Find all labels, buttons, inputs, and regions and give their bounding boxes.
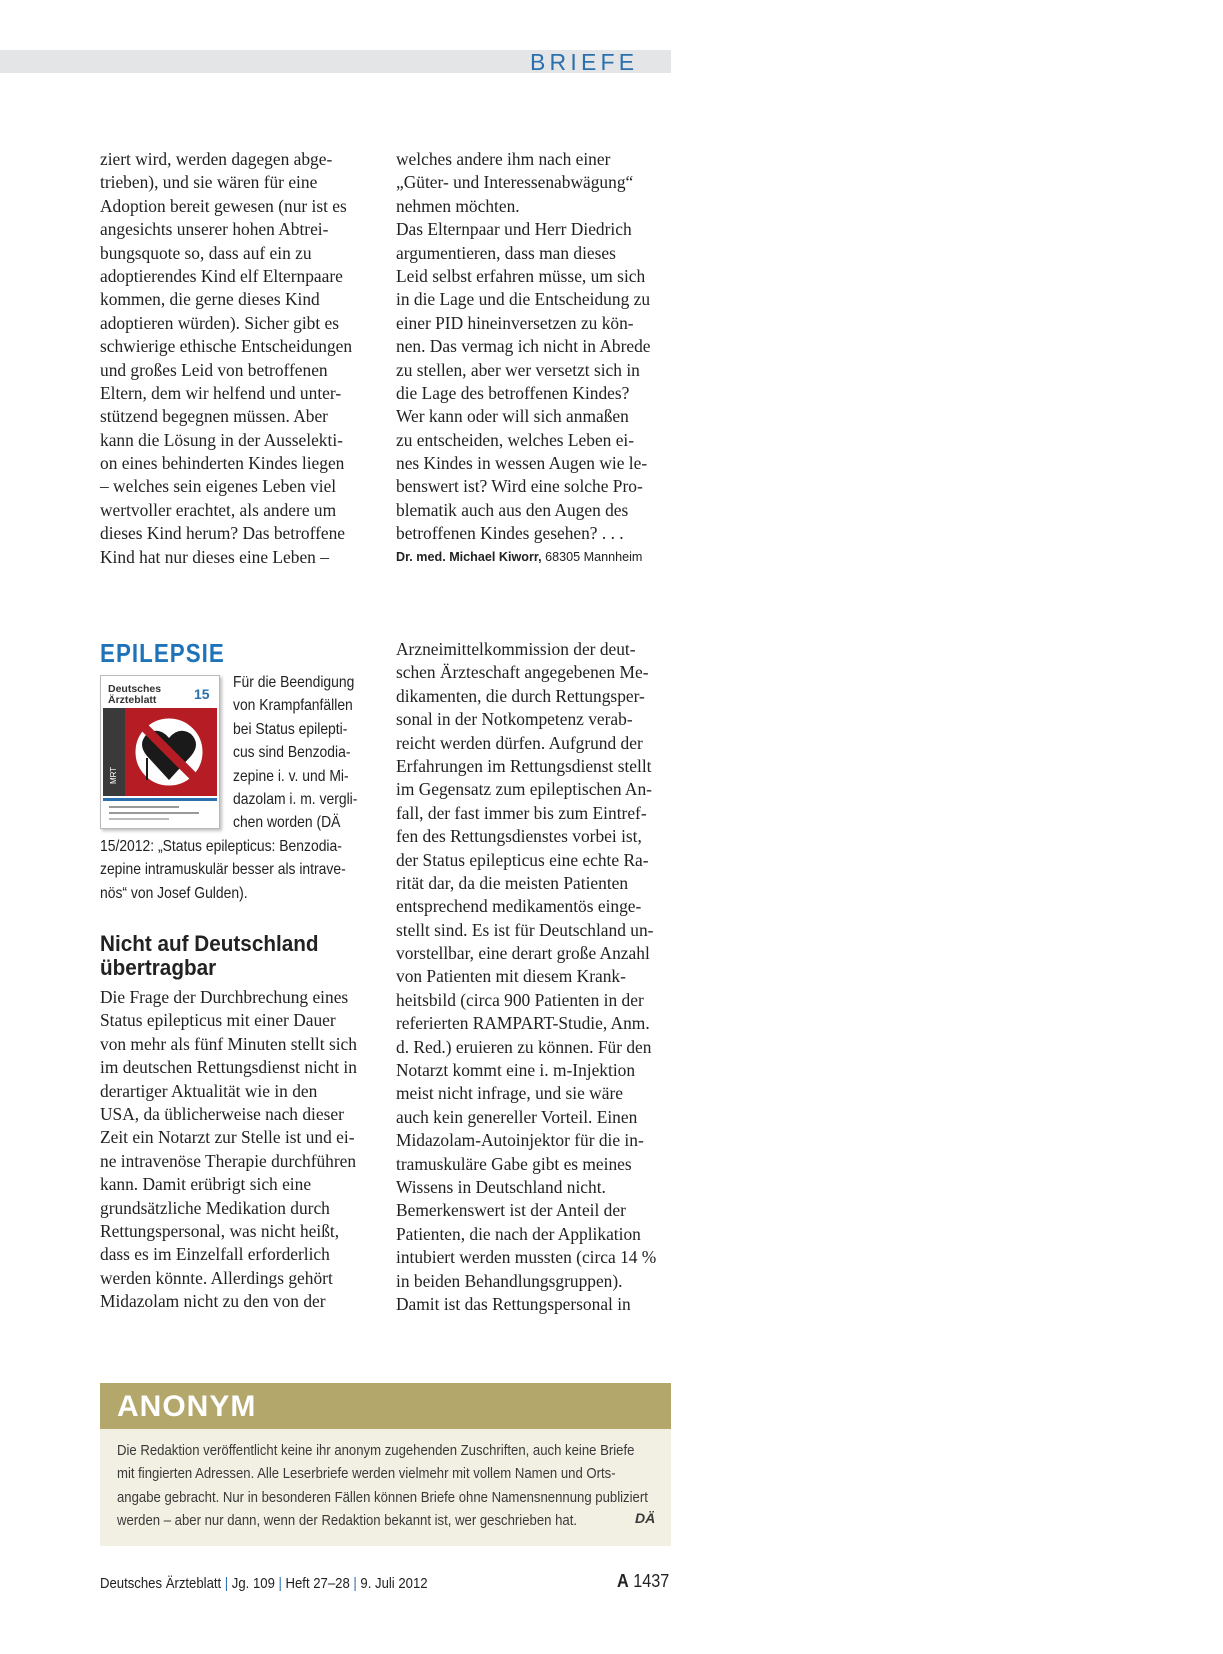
- text-line: einer PID hineinversetzen zu kön-: [396, 312, 634, 333]
- text-line: von mehr als fünf Minuten stellt sich: [100, 1033, 357, 1054]
- text-line: Eltern, dem wir helfend und unter-: [100, 382, 342, 403]
- text-line: Status epilepticus mit einer Dauer: [100, 1010, 336, 1031]
- anonym-title: ANONYM: [117, 1390, 257, 1423]
- text-line: ziert wird, werden dagegen abge-: [100, 149, 333, 169]
- intro-line: Für die Beendigung: [233, 674, 355, 691]
- text-line: tramuskuläre Gabe gibt es meines: [396, 1153, 632, 1174]
- text-line: Arzneimittelkommission der deut-: [396, 639, 636, 659]
- anonym-text: [117, 1440, 648, 1533]
- intro-line: nös“ von Josef Gulden).: [100, 884, 248, 902]
- text-line: schen Ärzteschaft angegebenen Me-: [396, 662, 649, 683]
- text-line: ne intravenöse Therapie durchführen: [100, 1150, 357, 1171]
- text-line: und großes Leid von betroffenen: [100, 359, 328, 380]
- text-line: nehmen möchten.: [396, 195, 520, 216]
- text-line: schwierige ethische Entscheidungen: [100, 336, 353, 357]
- text-line: Wer kann oder will sich anmaßen: [396, 406, 629, 427]
- text-line: Wissens in Deutschland nicht.: [396, 1176, 606, 1197]
- text-line: d. Red.) eruieren zu können. Für den: [396, 1036, 652, 1057]
- intro-line: chen worden (DÄ: [233, 814, 341, 832]
- intro-line: zepine intramuskulär besser als intrave-: [100, 861, 346, 879]
- intro-line: zepine i. v. und Mi-: [233, 767, 349, 785]
- text-line: stützend begegnen müssen. Aber: [100, 406, 328, 427]
- cover-side-label: MRT: [109, 766, 118, 784]
- epilepsie-intro-wrapped: [233, 671, 357, 835]
- anonym-sign: DÄ: [635, 1510, 656, 1526]
- text-line: entsprechend medikamentös einge-: [396, 896, 642, 917]
- text-line: Midazolam-Autoinjektor für die in-: [396, 1130, 644, 1151]
- text-line: dass es im Einzelfall erforderlich: [100, 1244, 330, 1265]
- anonym-line: angabe gebracht. Nur in besonderen Fällen können Briefe ohne Namensnennung publiziert: [117, 1489, 648, 1506]
- letter1-signature: [396, 549, 642, 565]
- text-line: USA, da üblicherweise nach dieser: [100, 1103, 344, 1124]
- text-line: heitsbild (circa 900 Patienten in der: [396, 989, 644, 1010]
- article-subheading: [100, 932, 319, 980]
- signature-name: Dr. med. Michael Kiworr,: [396, 550, 542, 564]
- text-line: benswert ist? Wird eine solche Pro-: [396, 476, 643, 497]
- text-line: Notarzt kommt eine i. m-Injektion: [396, 1060, 636, 1081]
- text-line: Erfahrungen im Rettungsdienst stellt: [396, 755, 652, 776]
- text-line: bungsquote so, dass auf ein zu: [100, 242, 312, 263]
- intro-line: 15/2012: „Status epilepticus: Benzodia-: [100, 838, 342, 855]
- text-line: in die Lage und die Entscheidung zu: [396, 289, 651, 310]
- text-line: intubiert werden mussten (circa 14 %: [396, 1247, 657, 1268]
- page-prefix: A: [617, 1571, 629, 1591]
- epilepsie-intro-full: [100, 835, 346, 905]
- text-line: dieses Kind herum? Das betroffene: [100, 523, 345, 544]
- page-footer: Deutsches Ärzteblatt | Jg. 109 | Heft 27–28 | 9. Juli 2012: [100, 1576, 428, 1592]
- text-line: Adoption bereit gewesen (nur ist es: [100, 195, 347, 216]
- intro-line: cus sind Benzodia-: [233, 744, 351, 762]
- text-line: angesichts unserer hohen Abtrei-: [100, 219, 329, 240]
- text-line: nen. Das vermag ich nicht in Abrede: [396, 336, 651, 357]
- text-line: argumentieren, dass man dieses: [396, 242, 616, 263]
- text-line: – welches sein eigenes Leben viel: [100, 476, 337, 497]
- journal-cover-thumbnail: [100, 675, 220, 829]
- intro-line: von Krampfanfällen: [233, 697, 353, 715]
- text-line: kann die Lösung in der Ausselekti-: [100, 429, 343, 450]
- text-line: der Status epilepticus eine echte Ra-: [396, 849, 649, 870]
- intro-line: bei Status epilepti-: [233, 720, 348, 738]
- subheading-line: übertragbar: [100, 955, 217, 980]
- cover-issue-number: 15: [194, 686, 210, 702]
- section-title: BRIEFE: [530, 49, 639, 75]
- text-line: sonal in der Notkompetenz verab-: [396, 709, 633, 730]
- epilepsie-column-left: [100, 986, 380, 1313]
- text-line: Midazolam nicht zu den von der: [100, 1291, 326, 1312]
- text-line: in beiden Behandlungsgruppen).: [396, 1270, 623, 1291]
- text-line: Bemerkenswert ist der Anteil der: [396, 1200, 626, 1221]
- text-line: Patienten, die nach der Applikation: [396, 1223, 641, 1244]
- text-line: fen des Rettungsdienstes vorbei ist,: [396, 826, 642, 847]
- text-line: im deutschen Rettungsdienst nicht in: [100, 1057, 357, 1078]
- text-line: meist nicht infrage, und sie wäre: [396, 1083, 623, 1104]
- text-line: trieben), und sie wären für eine: [100, 172, 318, 193]
- text-line: Rettungspersonal, was nicht heißt,: [100, 1220, 340, 1241]
- text-line: Leid selbst erfahren müsse, um sich: [396, 265, 646, 286]
- text-line: auch kein genereller Vorteil. Einen: [396, 1106, 638, 1127]
- text-line: die Lage des betroffenen Kindes?: [396, 382, 630, 403]
- text-line: Die Frage der Durchbrechung eines: [100, 987, 349, 1007]
- text-line: von Patienten mit diesem Krank-: [396, 966, 626, 987]
- page-number: [617, 1569, 669, 1593]
- text-line: kann. Damit erübrigt sich eine: [100, 1174, 312, 1195]
- text-line: blematik auch aus den Augen des: [396, 499, 629, 520]
- signature-place: 68305 Mannheim: [541, 550, 643, 564]
- text-line: on eines behinderten Kindes liegen: [100, 453, 345, 474]
- footer-journal: Deutsches Ärzteblatt: [100, 1576, 222, 1592]
- text-line: nes Kindes in wessen Augen wie le-: [396, 453, 648, 474]
- epilepsie-heading: EPILEPSIE: [100, 638, 225, 668]
- footer-volume: Jg. 109: [231, 1576, 275, 1592]
- letter1-column-left: [100, 148, 380, 569]
- text-line: zu stellen, aber wer versetzt sich in: [396, 359, 640, 380]
- text-line: adoptieren würden). Sicher gibt es: [100, 312, 340, 333]
- anonym-line: mit fingierten Adressen. Alle Leserbriefe werden vielmehr mit vollem Namen und Orts-: [117, 1466, 616, 1483]
- text-line: wertvoller erachtet, als andere um: [100, 499, 337, 520]
- text-line: Kind hat nur dieses eine Leben –: [100, 546, 329, 567]
- text-line: fall, der fast immer bis zum Eintref-: [396, 802, 647, 823]
- footer-date: 9. Juli 2012: [360, 1576, 428, 1592]
- letter1-column-right: [396, 148, 681, 546]
- text-line: kommen, die gerne dieses Kind: [100, 289, 320, 310]
- text-line: zu entscheiden, welches Leben ei-: [396, 429, 635, 450]
- journal-cover-image: [101, 676, 219, 828]
- text-line: im Gegensatz zum epileptischen An-: [396, 779, 652, 800]
- text-line: werden könnte. Allerdings gehört: [100, 1267, 333, 1288]
- text-line: adoptierendes Kind elf Elternpaare: [100, 265, 343, 286]
- intro-line: dazolam i. m. vergli-: [233, 790, 358, 808]
- text-line: stellt sind. Es ist für Deutschland un-: [396, 919, 654, 940]
- footer-issue: Heft 27–28: [285, 1576, 350, 1592]
- subheading-line: Nicht auf Deutschland: [100, 931, 319, 956]
- text-line: „Güter- und Interessenabwägung“: [396, 172, 634, 193]
- text-line: welches andere ihm nach einer: [396, 149, 611, 169]
- text-line: reicht werden dürfen. Aufgrund der: [396, 732, 643, 753]
- cover-masthead-line2: Ärzteblatt: [108, 694, 157, 706]
- text-line: vorstellbar, eine derart große Anzahl: [396, 943, 650, 964]
- text-line: grundsätzliche Medikation durch: [100, 1197, 330, 1218]
- cover-masthead-line1: Deutsches: [108, 683, 162, 695]
- anonym-line: Die Redaktion veröffentlicht keine ihr anonym zugehenden Zuschriften, auch keine Briefe: [117, 1443, 635, 1459]
- page-number-value: 1437: [633, 1571, 670, 1591]
- text-line: rität dar, da die meisten Patienten: [396, 872, 629, 893]
- text-line: Zeit ein Notarzt zur Stelle ist und ei-: [100, 1127, 355, 1148]
- text-line: derartiger Aktualität wie in den: [100, 1080, 318, 1101]
- text-line: betroffenen Kindes gesehen? . . .: [396, 523, 624, 544]
- epilepsie-column-right: [396, 638, 681, 1316]
- text-line: Damit ist das Rettungspersonal in: [396, 1293, 631, 1314]
- text-line: dikamenten, die durch Rettungsper-: [396, 685, 645, 706]
- anonym-line: werden – aber nur dann, wenn der Redaktion bekannt ist, wer geschrieben hat.: [117, 1512, 577, 1529]
- text-line: referierten RAMPART-Studie, Anm.: [396, 1013, 650, 1034]
- text-line: Das Elternpaar und Herr Diedrich: [396, 219, 632, 240]
